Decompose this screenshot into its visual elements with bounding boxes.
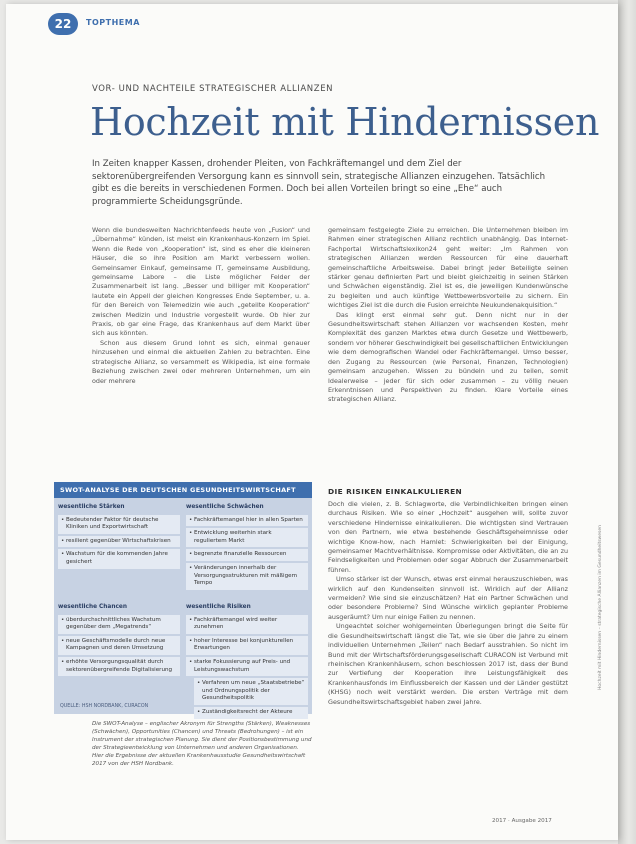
body-column-right-lower xyxy=(328,500,568,810)
swot-opportunities xyxy=(58,604,180,678)
swot-item: • Veränderungen innerhalb der Versorgungsstrukturen mit mäßigem Tempo xyxy=(186,563,308,590)
section-subheading: DIE RISIKEN EINKALKULIEREN xyxy=(328,487,463,496)
swot-item: • hoher Interesse bei konjunkturellen Erwartungen xyxy=(186,636,308,655)
body-column-left xyxy=(92,226,310,458)
body-paragraph: Schon aus diesem Grund lohnt es sich, einmal genauer hinzusehen und einmal die aktuellen Zahlen zu betrachten. Eine strategische Allianz, so versammelt es Wikipedia, ist eine formale Beziehung zwischen zwei oder mehreren Unternehmen, um ein oder mehrere xyxy=(92,338,310,385)
swot-weaknesses-heading: wesentliche Schwächen xyxy=(186,504,264,510)
swot-caption: Die SWOT-Analyse – englischer Akronym für Strengths (Stärken), Weaknesses (Schwächen), Opportunities (Chancen) und Threats (Bedrohungen) – ist ein Instrument der strategischen Planung. Sie dient der Positionsbestimmung und der Strategieentwicklung von Unternehmen und anderen Organisationen. Hier die Ergebnisse der aktuellen Krankenhausstudie Gesundheitswirtschaft 2017 von der HSH Nordbank. xyxy=(92,721,312,767)
swot-analysis-box xyxy=(54,482,312,714)
article-lead: In Zeiten knapper Kassen, drohender Pleiten, von Fachkräftemangel und dem Ziel der sektorenübergreifenden Versorgung kann es sinnvoll sein, strategische Allianzen einzugehen. Tatsächlich gibt es die bereits in verschiedenen Formen. Doch bei allen Vorteilen bringt so eine „Ehe“ auch programmierte Scheidungsgründe. xyxy=(92,159,546,207)
body-column-right xyxy=(328,226,568,478)
section-label: TOPTHEMA xyxy=(86,18,140,27)
swot-threats xyxy=(186,604,308,721)
swot-title: SWOT-ANALYSE DER DEUTSCHEN GESUNDHEITSWIRTSCHAFT xyxy=(54,482,312,498)
swot-item: • begrenzte finanzielle Ressourcen xyxy=(186,549,308,561)
body-paragraph: Wenn die bundesweiten Nachrichtenfeeds heute von „Fusion“ und „Übernahme“ künden, ist meist ein Krankenhaus-Konzern im Spiel. Wenn die Rede von „Kooperation“ ist, sind es eher die kleineren Häuser, die so ihre Position am Markt verbessern wollen. Gemeinsamer Einkauf, gemeinsame IT, gemeinsame Ausbildung, gemeinsame Labore – die Liste möglicher Felder der Zusammenarbeit ist lang. „Besser und billiger mit Kooperation“ lautete ein Appell der gleichen Kongresses Ende September, u. a. für den Bereich von Telemedizin wie auch „geteilte Kooperation“ zwischen Medizin und Industrie vorgestellt wurde. Ob hier zur Praxis, ob gar eine Frage, das Krankenhaus auf dem Markt über sich aus könnten. xyxy=(92,226,310,338)
swot-item: • Bedeutender Faktor für deutsche Kliniken und Exportwirtschaft xyxy=(58,515,180,534)
body-paragraph: Ungeachtet solcher wohlgemeinten Überlegungen bringt die Seite für die Gesundheitswirtschaft längst die Tat, wie sie über die Jahre zu einem individuellen Unternehmen „Teilen“ nach Bedarf ausstrahlen. So nicht im Bund mit der Wirtschaftsförderungsgesellschaft CURACON ist Verbund mit rheinischen Krankenhäusern, schon beschlossen 2017 ist, dass der Bund zur Vertiefung der Kooperation ihre Leistungsfähigkeit des Krankenhausfonds im Einflussbereich der Kassen und der Länder gestützt (KHSG) noch weit verstärkt werden. Die ersten Verträge mit dem Gesundheitswirtschaftsgebiet haben zwei Jahre. xyxy=(328,622,568,706)
swot-item: • Entwicklung weiterhin stark reguliertem Markt xyxy=(186,528,308,547)
swot-weaknesses xyxy=(186,504,308,592)
swot-item: • erhöhte Versorgungsqualität durch sektorenübergreifende Digitalisierung xyxy=(58,657,180,676)
swot-source: QUELLE: HSH NORDBANK, CURACON xyxy=(60,704,149,709)
side-credit: Hochzeit mit Hindernissen – strategische Allianzen im Gesundheitswesen xyxy=(598,525,603,690)
page-number-badge: 22 xyxy=(48,13,78,35)
swot-item: • Fachkräftemangel wird weiter zunehmen xyxy=(186,615,308,634)
swot-item: • Wachstum für die kommenden Jahre gesichert xyxy=(58,549,180,568)
body-paragraph: Doch die vielen, z. B. Schlagworte, die Verbindlichkeiten bringen einen durchaus Risiken. Wie so einer „Hochzeit“ ausgehen will, sollte zuvor verschiedene Hindernisse einkalkulieren. Die wichtigsten sind Vertrauen von den Partnern, wie etwa bestehende Geschäftsgeheimnisse oder wichtige Know-how, nach Hamlet: Schwierigkeiten bei der Einigung, gemeinsamer Machtverhältnisse. Kompromisse oder Aktivitäten, die an zu Feindseligkeiten und Problemen oder sogar Abbruch der Zusammenarbeit führen. xyxy=(328,500,568,574)
page-gutter xyxy=(618,0,636,844)
body-paragraph: Das klingt erst einmal sehr gut. Denn nicht nur in der Gesundheitswirtschaft stehen Allianzen vor wachsenden Kosten, mehr Komplexität des ganzen Marktes etwa durch Gesetze und Wettbewerb, sondern vor höherer Geschwindigkeit bei gesellschaftlichen Entwicklungen wie dem demografischen Wandel oder Fachkräftemangel. Umso besser, den Zugang zu Ressourcen (wie Personal, Finanzen, Technologien) gemeinsam anzugehen. Wissen zu bündeln und zu teilen, somit Idealerweise – jeder für sich oder zusammen – zu völlig neuen Erkenntnissen und Perspektiven zu finden. Klare Vorteile eines strategischen Allianz. xyxy=(328,310,568,404)
article-kicker: VOR- UND NACHTEILE STRATEGISCHER ALLIANZEN xyxy=(92,84,334,94)
swot-item: • Zuständigkeitsrecht der Akteure xyxy=(194,707,308,719)
swot-opportunities-heading: wesentliche Chancen xyxy=(58,604,127,610)
body-paragraph: Umso stärker ist der Wunsch, etwas erst einmal herauszuschieben, was wirklich auf den Kundenseiten sinnvoll ist. Wirklich auf der Allianz vermeiden? Wie sind sie einzuschätzen? Hat ein Partner Schwächen und oder besondere Probleme? Sind Wünsche wirklich geplanter Probleme ausgeräumt? Um nur einige Fallen zu nennen. xyxy=(328,575,568,621)
page-footer: 2017 · Ausgabe 2017 xyxy=(492,818,552,824)
swot-item: • neue Geschäftsmodelle durch neue Kampagnen und deren Umsetzung xyxy=(58,636,180,655)
swot-strengths-heading: wesentliche Stärken xyxy=(58,504,125,510)
swot-item: • resilient gegenüber Wirtschaftskrisen xyxy=(58,536,180,548)
swot-threats-heading: wesentliche Risiken xyxy=(186,604,251,610)
swot-item: • überdurchschnittliches Wachstum gegenüber dem „Megatrends“ xyxy=(58,615,180,634)
article-headline: Hochzeit mit Hindernissen xyxy=(90,100,600,144)
swot-item: • starke Fokussierung auf Preis- und Leistungswachstum xyxy=(186,657,308,676)
swot-strengths xyxy=(58,504,180,571)
body-paragraph: gemeinsam festgelegte Ziele zu erreichen. Die Unternehmen bleiben im Rahmen einer strategischen Allianz rechtlich unabhängig. Das Internet-Fachportal Wirtschaftslexikon24 geht weiter: „Im Rahmen von strategischen Allianzen werden Ressourcen für eine dauerhaft gemeinschaftliche Arbeitsweise. Dabei bringt jeder Beteiligte seinen stärker genau definierten Part und bleibt gleichzeitig in seinen Stärken und Schwächen eigenständig. Ziel ist es, die jeweiligen Kundenwünsche zu begleiten und auch künftige Wettbewerbsvorteile zu sichern. Ein wichtiges Ziel ist die durch die Fusion erreichte Neukundenakquisition.“ xyxy=(328,226,568,310)
swot-item: • Verfahren um neue „Staatsbetriebe“ und Ordnungspolitik der Gesundheitspolitik xyxy=(194,678,308,705)
swot-item: • Fachkräftemangel hier in allen Sparten xyxy=(186,515,308,527)
